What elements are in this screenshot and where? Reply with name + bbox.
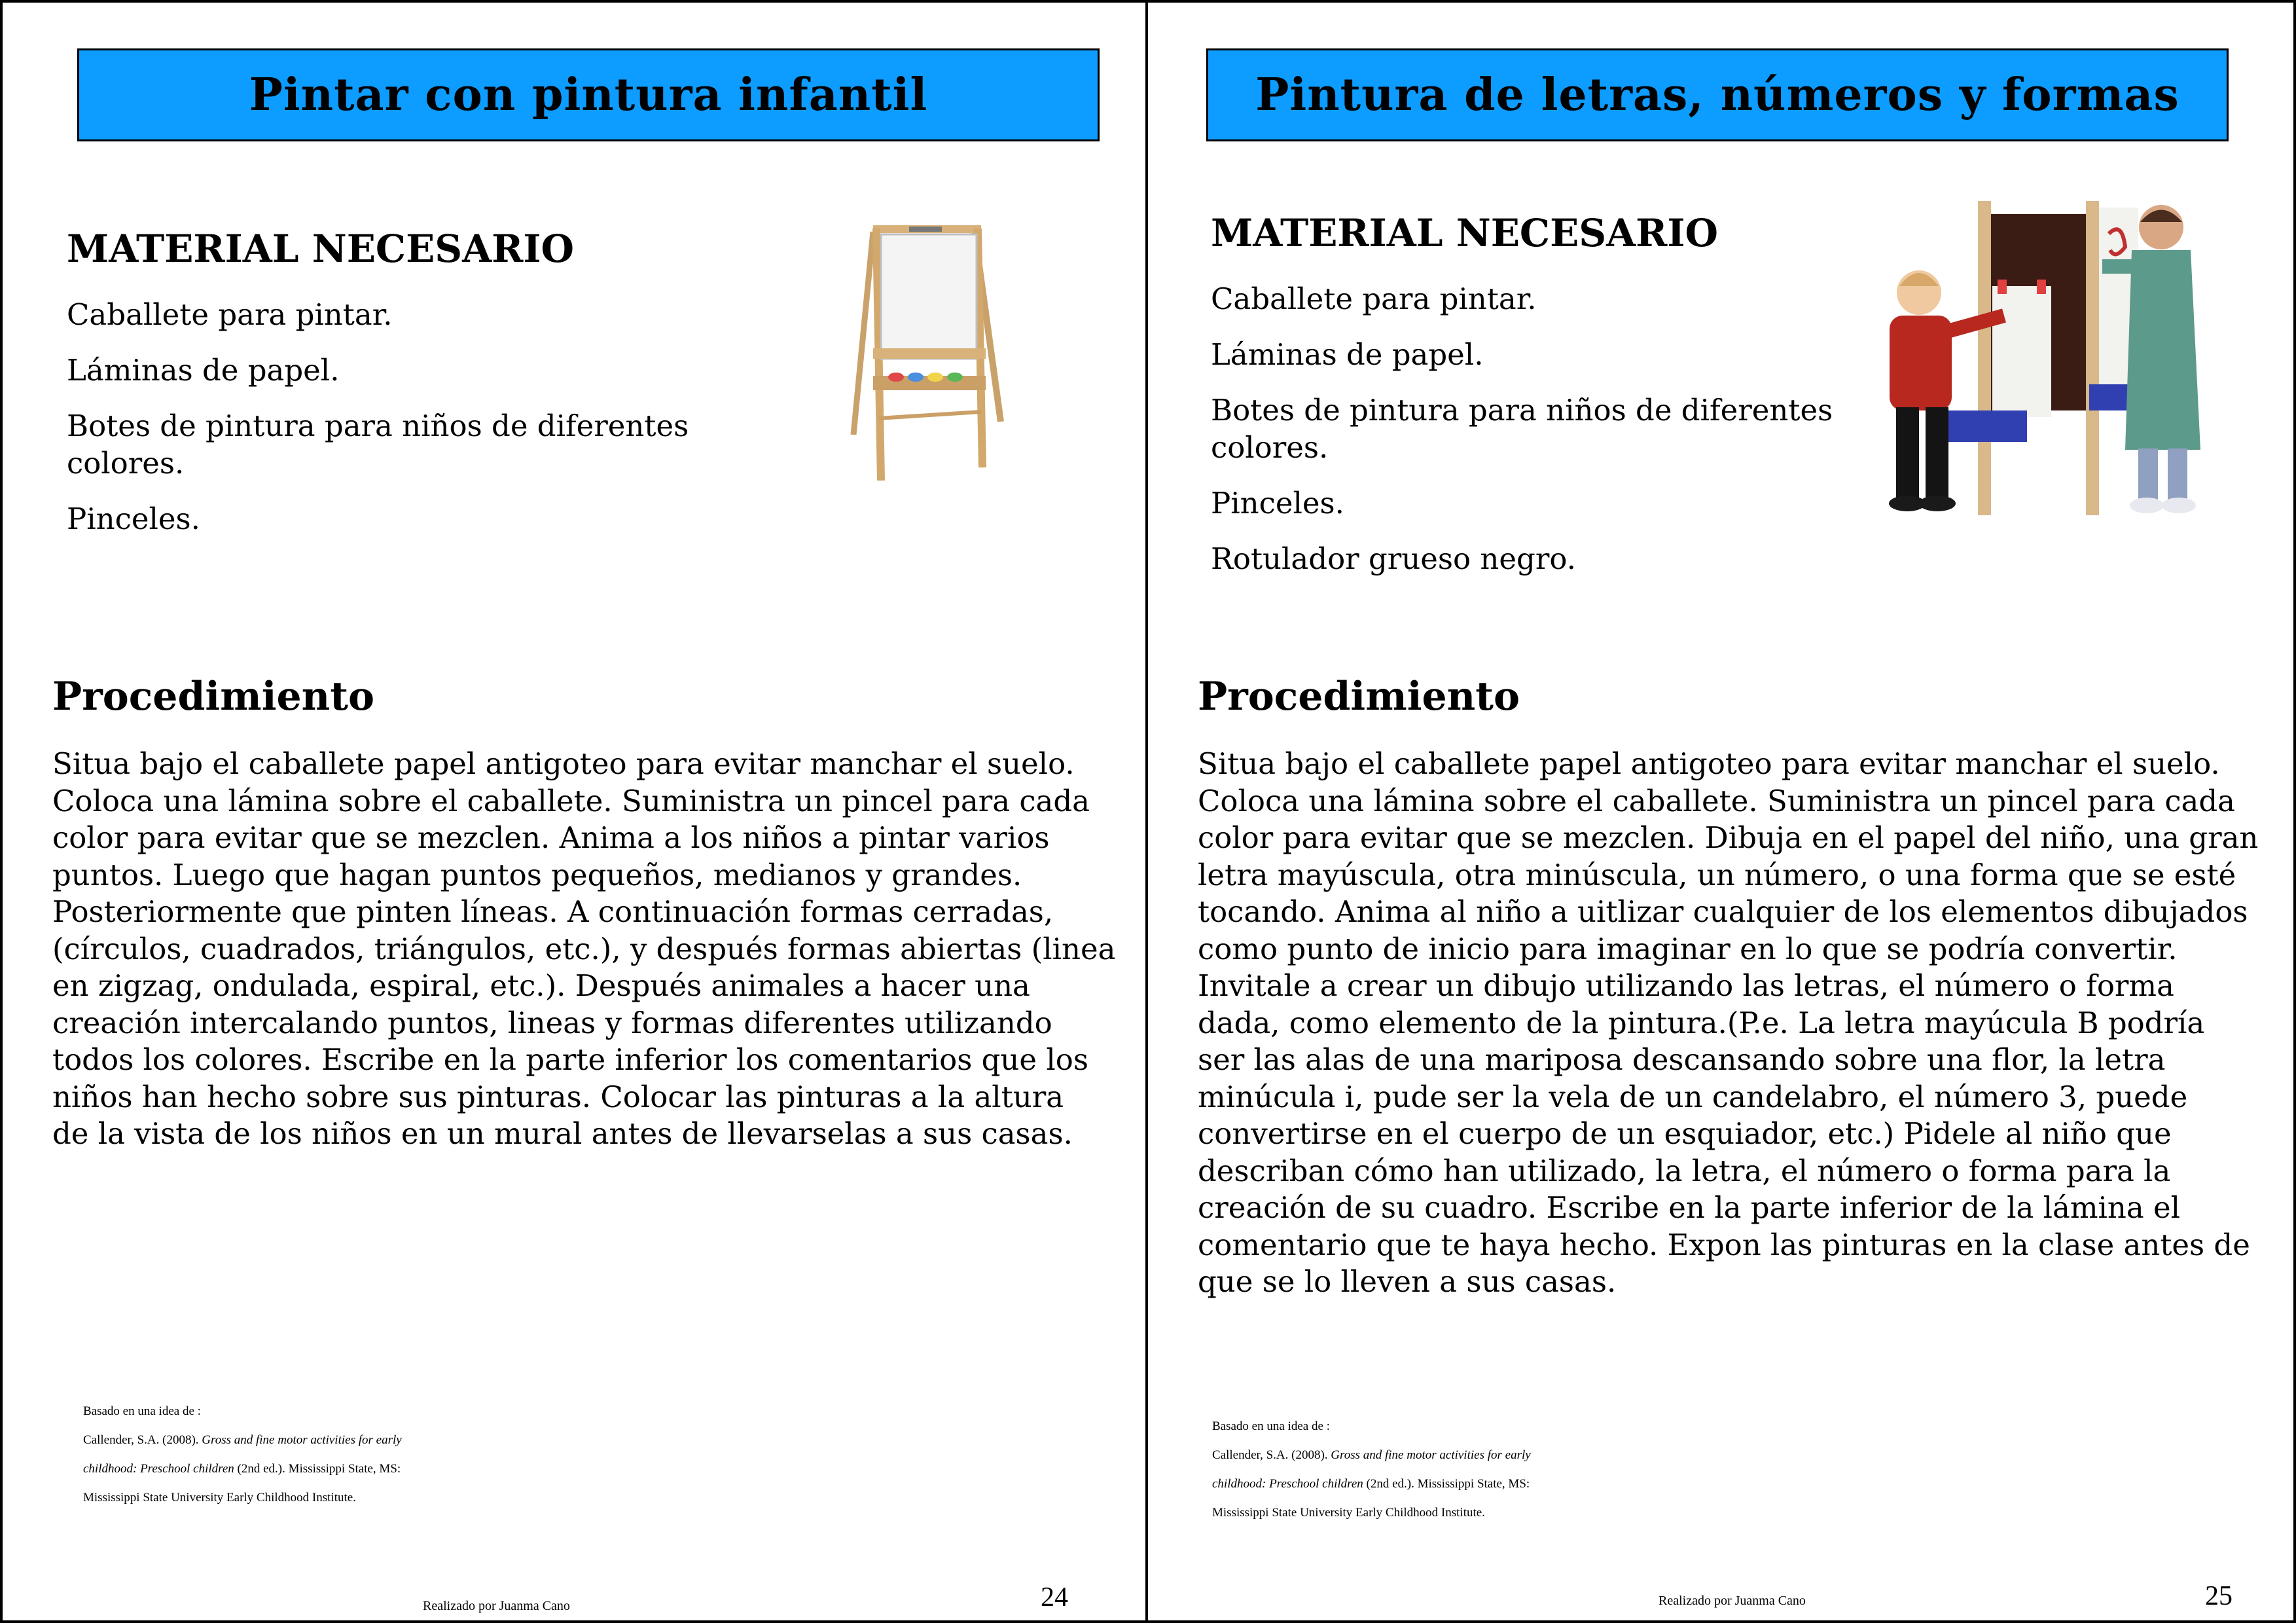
material-item: Caballete para pintar. [67,297,393,332]
page-number: 25 [2205,1581,2233,1611]
reference [83,1397,402,1512]
procedure-line: dada, como elemento de la pintura.(P.e. La letra mayúcula B podría [1198,1005,2205,1040]
footer-credit: Realizado por Juanma Cano [1659,1594,1806,1608]
reference-line: Mississippi State University Early Childhood Institute. [1212,1506,1485,1520]
procedure-line: (círculos, cuadrados, triángulos, etc.), y después formas abiertas (linea [52,931,1116,966]
procedure-line: puntos. Luego que hagan puntos pequeños, medianos y grandes. [52,857,1022,892]
procedure-line: letra mayúscula, otra minúscula, un número, o una forma que se esté [1198,857,2236,892]
material-heading: MATERIAL NECESARIO [1211,211,1719,255]
easel-icon [847,219,1011,481]
material-heading: MATERIAL NECESARIO [67,227,575,271]
material-item: Botes de pintura para niños de diferentes [67,409,689,443]
procedure-line: creación de su cuadro. Escribe en la parte inferior de la lámina el [1198,1190,2181,1225]
page-title-text: Pintura de letras, números y formas [1255,69,2179,121]
material-item: Láminas de papel. [67,353,340,388]
reference-line: childhood: Preschool children (2nd ed.). Mississippi State, MS: [1212,1477,1530,1491]
page-right [1145,0,2296,1623]
procedure-line: Invitale a crear un dibujo utilizando las letras, el número o forma [1198,968,2174,1003]
procedure-line: Coloca una lámina sobre el caballete. Suministra un pincel para cada [1198,783,2235,818]
procedure-line: minúcula i, pude ser la vela de un candelabro, el número 3, puede [1198,1079,2188,1114]
material-item: Pinceles. [1211,486,1344,520]
material-item: Caballete para pintar. [1211,282,1537,316]
procedure-line: Situa bajo el caballete papel antigoteo para evitar manchar el suelo. [52,746,1075,781]
procedure-line: de la vista de los niños en un mural antes de llevarselas a sus casas. [52,1116,1073,1151]
procedure-line: convertirse en el cuerpo de un esquiador, etc.) Pidele al niño que [1198,1116,2172,1151]
procedure-line: color para evitar que se mezclen. Dibuja en el papel del niño, una gran [1198,820,2259,855]
children-painting-photo [1873,188,2207,522]
reference-intro: Basado en una idea de : [1212,1419,1330,1433]
procedure-line: que se lo lleven a sus casas. [1198,1264,1617,1299]
page-title [1206,48,2229,141]
reference-intro: Basado en una idea de : [83,1404,201,1418]
page-title-text: Pintar con pintura infantil [249,69,928,121]
page-number: 24 [1041,1582,1068,1613]
procedure-line: niños han hecho sobre sus pinturas. Colocar las pinturas a la altura [52,1079,1064,1114]
material-item: Botes de pintura para niños de diferentes [1211,393,1833,428]
reference-line: Mississippi State University Early Childhood Institute. [83,1491,356,1504]
page-title [77,48,1100,141]
reference-line: childhood: Preschool children (2nd ed.). Mississippi State, MS: [83,1462,401,1476]
procedure-heading: Procedimiento [52,674,375,720]
procedure-line: todos los colores. Escribe en la parte inferior los comentarios que los [52,1042,1088,1077]
procedure-line: color para evitar que se mezclen. Anima a los niños a pintar varios [52,820,1050,855]
procedure-heading: Procedimiento [1198,674,1520,720]
material-item: Rotulador grueso negro. [1211,541,1576,576]
procedure-line: creación intercalando puntos, lineas y formas diferentes utilizando [52,1005,1052,1040]
material-item: Láminas de papel. [1211,337,1484,372]
procedure-text [1198,746,2258,1301]
procedure-line: Situa bajo el caballete papel antigoteo para evitar manchar el suelo. [1198,746,2220,781]
procedure-line: Posteriormente que pinten líneas. A continuación formas cerradas, [52,894,1054,929]
footer-credit: Realizado por Juanma Cano [423,1599,570,1613]
procedure-text [52,746,1115,1153]
material-item: Pinceles. [67,501,200,536]
reference-line: Callender, S.A. (2008). Gross and fine motor activities for early [83,1433,402,1447]
material-item: colores. [1211,430,1329,465]
material-item: colores. [67,446,185,481]
procedure-line: describan cómo han utilizado, la letra, el número o forma para la [1198,1153,2171,1188]
procedure-line: Coloca una lámina sobre el caballete. Suministra un pincel para cada [52,783,1090,818]
reference-line: Callender, S.A. (2008). Gross and fine motor activities for early [1212,1448,1531,1462]
procedure-line: en zigzag, ondulada, espiral, etc.). Después animales a hacer una [52,968,1030,1003]
procedure-line: comentario que te haya hecho. Expon las pinturas en la clase antes de [1198,1227,2250,1262]
procedure-line: tocando. Anima al niño a uitlizar cualquier de los elementos dibujados [1198,894,2248,929]
procedure-line: ser las alas de una mariposa descansando sobre una flor, la letra [1198,1042,2166,1077]
reference [1212,1412,1531,1527]
procedure-line: como punto de inicio para imaginar en lo que se podría convertir. [1198,931,2178,966]
